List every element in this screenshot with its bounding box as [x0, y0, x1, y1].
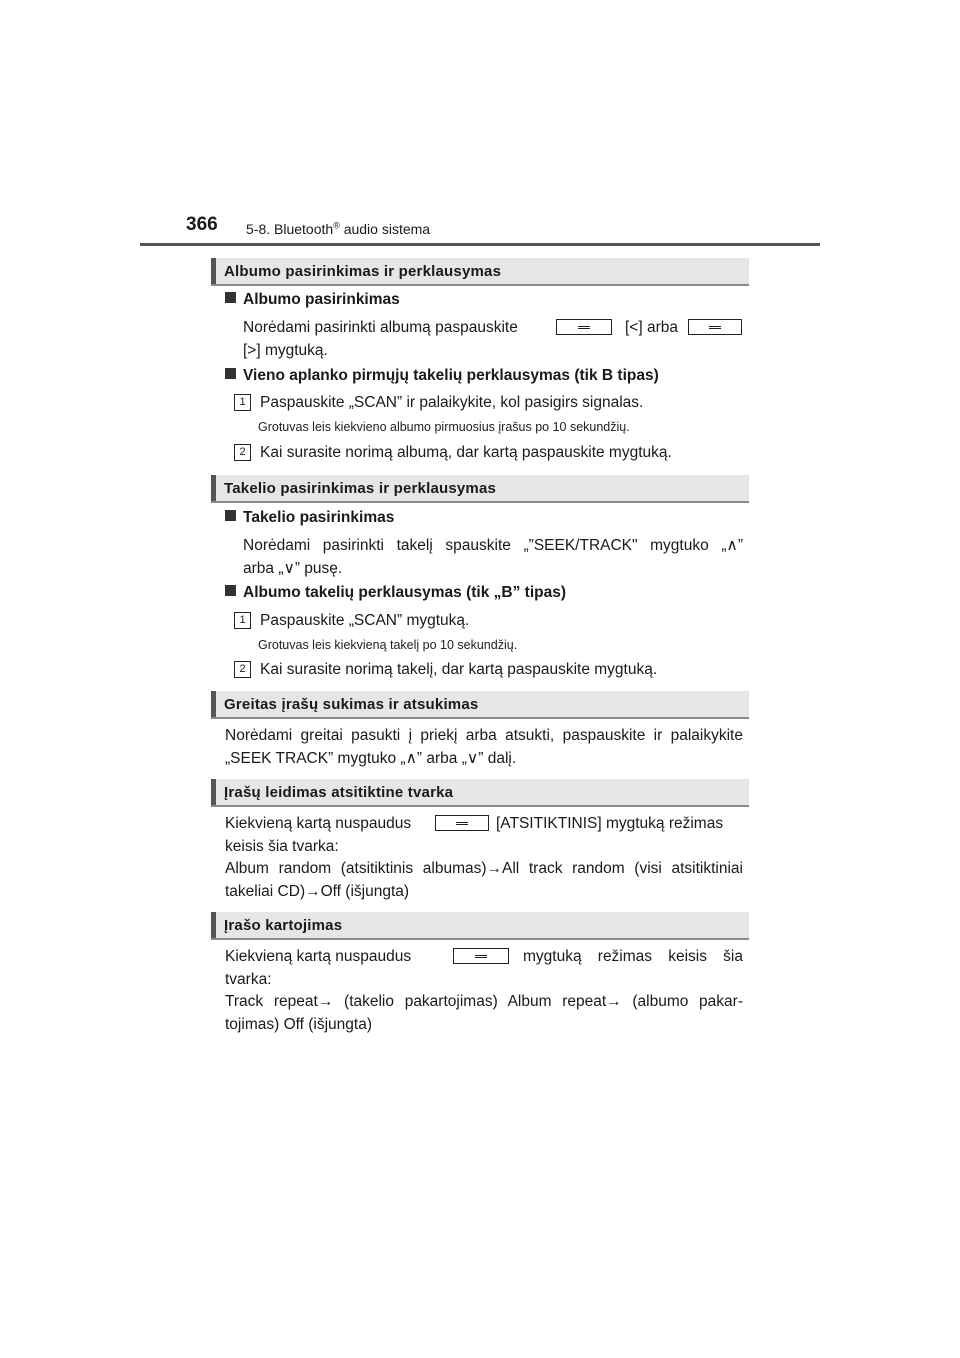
paragraph-text: mygtuką režimas keisis šia [523, 948, 743, 965]
subheading-track-select: Takelio pasirinkimas [225, 509, 394, 527]
paragraph-text: [>] mygtuką. [243, 342, 328, 359]
square-bullet-icon [225, 585, 236, 596]
section-heading-track: Takelio pasirinkimas ir perklausymas [211, 475, 749, 503]
paragraph-text: [<] arba [625, 319, 678, 336]
chapter-title: 5-8. Bluetooth® audio sistema [246, 220, 431, 237]
subheading-album-select: Albumo pasirinkimas [225, 291, 400, 309]
square-bullet-icon [225, 510, 236, 521]
paragraph-text: tojimas) Off (išjungta) [225, 1016, 373, 1033]
paragraph-text: Kiekvieną kartą nuspaudus [225, 815, 412, 832]
step-text: Kai surasite norimą albumą, dar kartą paspauskite mygtuką. [260, 444, 672, 461]
paragraph-text: Norėdami pasirinkti takelį spauskite „”SEEK/TRACK" mygtuko „∧” [243, 537, 743, 554]
step-text: Kai surasite norimą takelį, dar kartą paspauskite mygtuką. [260, 661, 658, 678]
paragraph-text: Album random (atsitiktinis albumas)→All track random (visi atsitiktiniai [225, 860, 743, 877]
step-number: 2 [234, 444, 251, 461]
step-number: 1 [234, 394, 251, 411]
paragraph-text: arba „∨” pusę. [243, 560, 343, 577]
step-number: 2 [234, 661, 251, 678]
prev-album-button-icon [556, 319, 612, 335]
paragraph-text: takeliai CD)→Off (išjungta) [225, 883, 410, 900]
subheading-folder-scan: Vieno aplanko pirmųjų takelių perklausymas (tik B tipas) [225, 367, 659, 385]
page-number: 366 [186, 214, 218, 235]
step-text: Paspauskite „SCAN” ir palaikykite, kol pasigirs signalas. [260, 394, 644, 411]
square-bullet-icon [225, 292, 236, 303]
section-heading-repeat: Įrašo kartojimas [211, 912, 749, 940]
section-heading-random: Įrašų leidimas atsitiktine tvarka [211, 779, 749, 807]
paragraph-text: keisis šia tvarka: [225, 838, 339, 855]
step-note: Grotuvas leis kiekvieno albumo pirmuosius įrašus po 10 sekundžių. [258, 420, 630, 434]
header-rule [140, 243, 820, 246]
page-header [186, 214, 826, 240]
paragraph-text: Track repeat→ (takelio pakartojimas) Album repeat→ (albumo pakar- [225, 993, 743, 1010]
paragraph-text: „SEEK TRACK” mygtuko „∧” arba „∨” dalį. [225, 750, 517, 767]
repeat-button-icon [453, 948, 509, 964]
next-album-button-icon [688, 319, 742, 335]
paragraph-text: Norėdami greitai pasukti į priekį arba atsukti, paspauskite ir palaikykite [225, 727, 743, 744]
section-heading-album: Albumo pasirinkimas ir perklausymas [211, 258, 749, 286]
square-bullet-icon [225, 368, 236, 379]
subheading-track-scan: Albumo takelių perklausymas (tik „B” tipas) [225, 584, 566, 602]
paragraph-text: [ATSITIKTINIS] mygtuką režimas [496, 815, 724, 832]
paragraph-text: Kiekvieną kartą nuspaudus [225, 948, 412, 965]
step-note: Grotuvas leis kiekvieną takelį po 10 sekundžių. [258, 638, 518, 652]
step-text: Paspauskite „SCAN” mygtuką. [260, 612, 470, 629]
section-heading-fast-forward: Greitas įrašų sukimas ir atsukimas [211, 691, 749, 719]
paragraph-text: tvarka: [225, 971, 272, 988]
random-button-icon [435, 815, 489, 831]
paragraph-text: Norėdami pasirinkti albumą paspauskite [243, 319, 518, 336]
step-number: 1 [234, 612, 251, 629]
